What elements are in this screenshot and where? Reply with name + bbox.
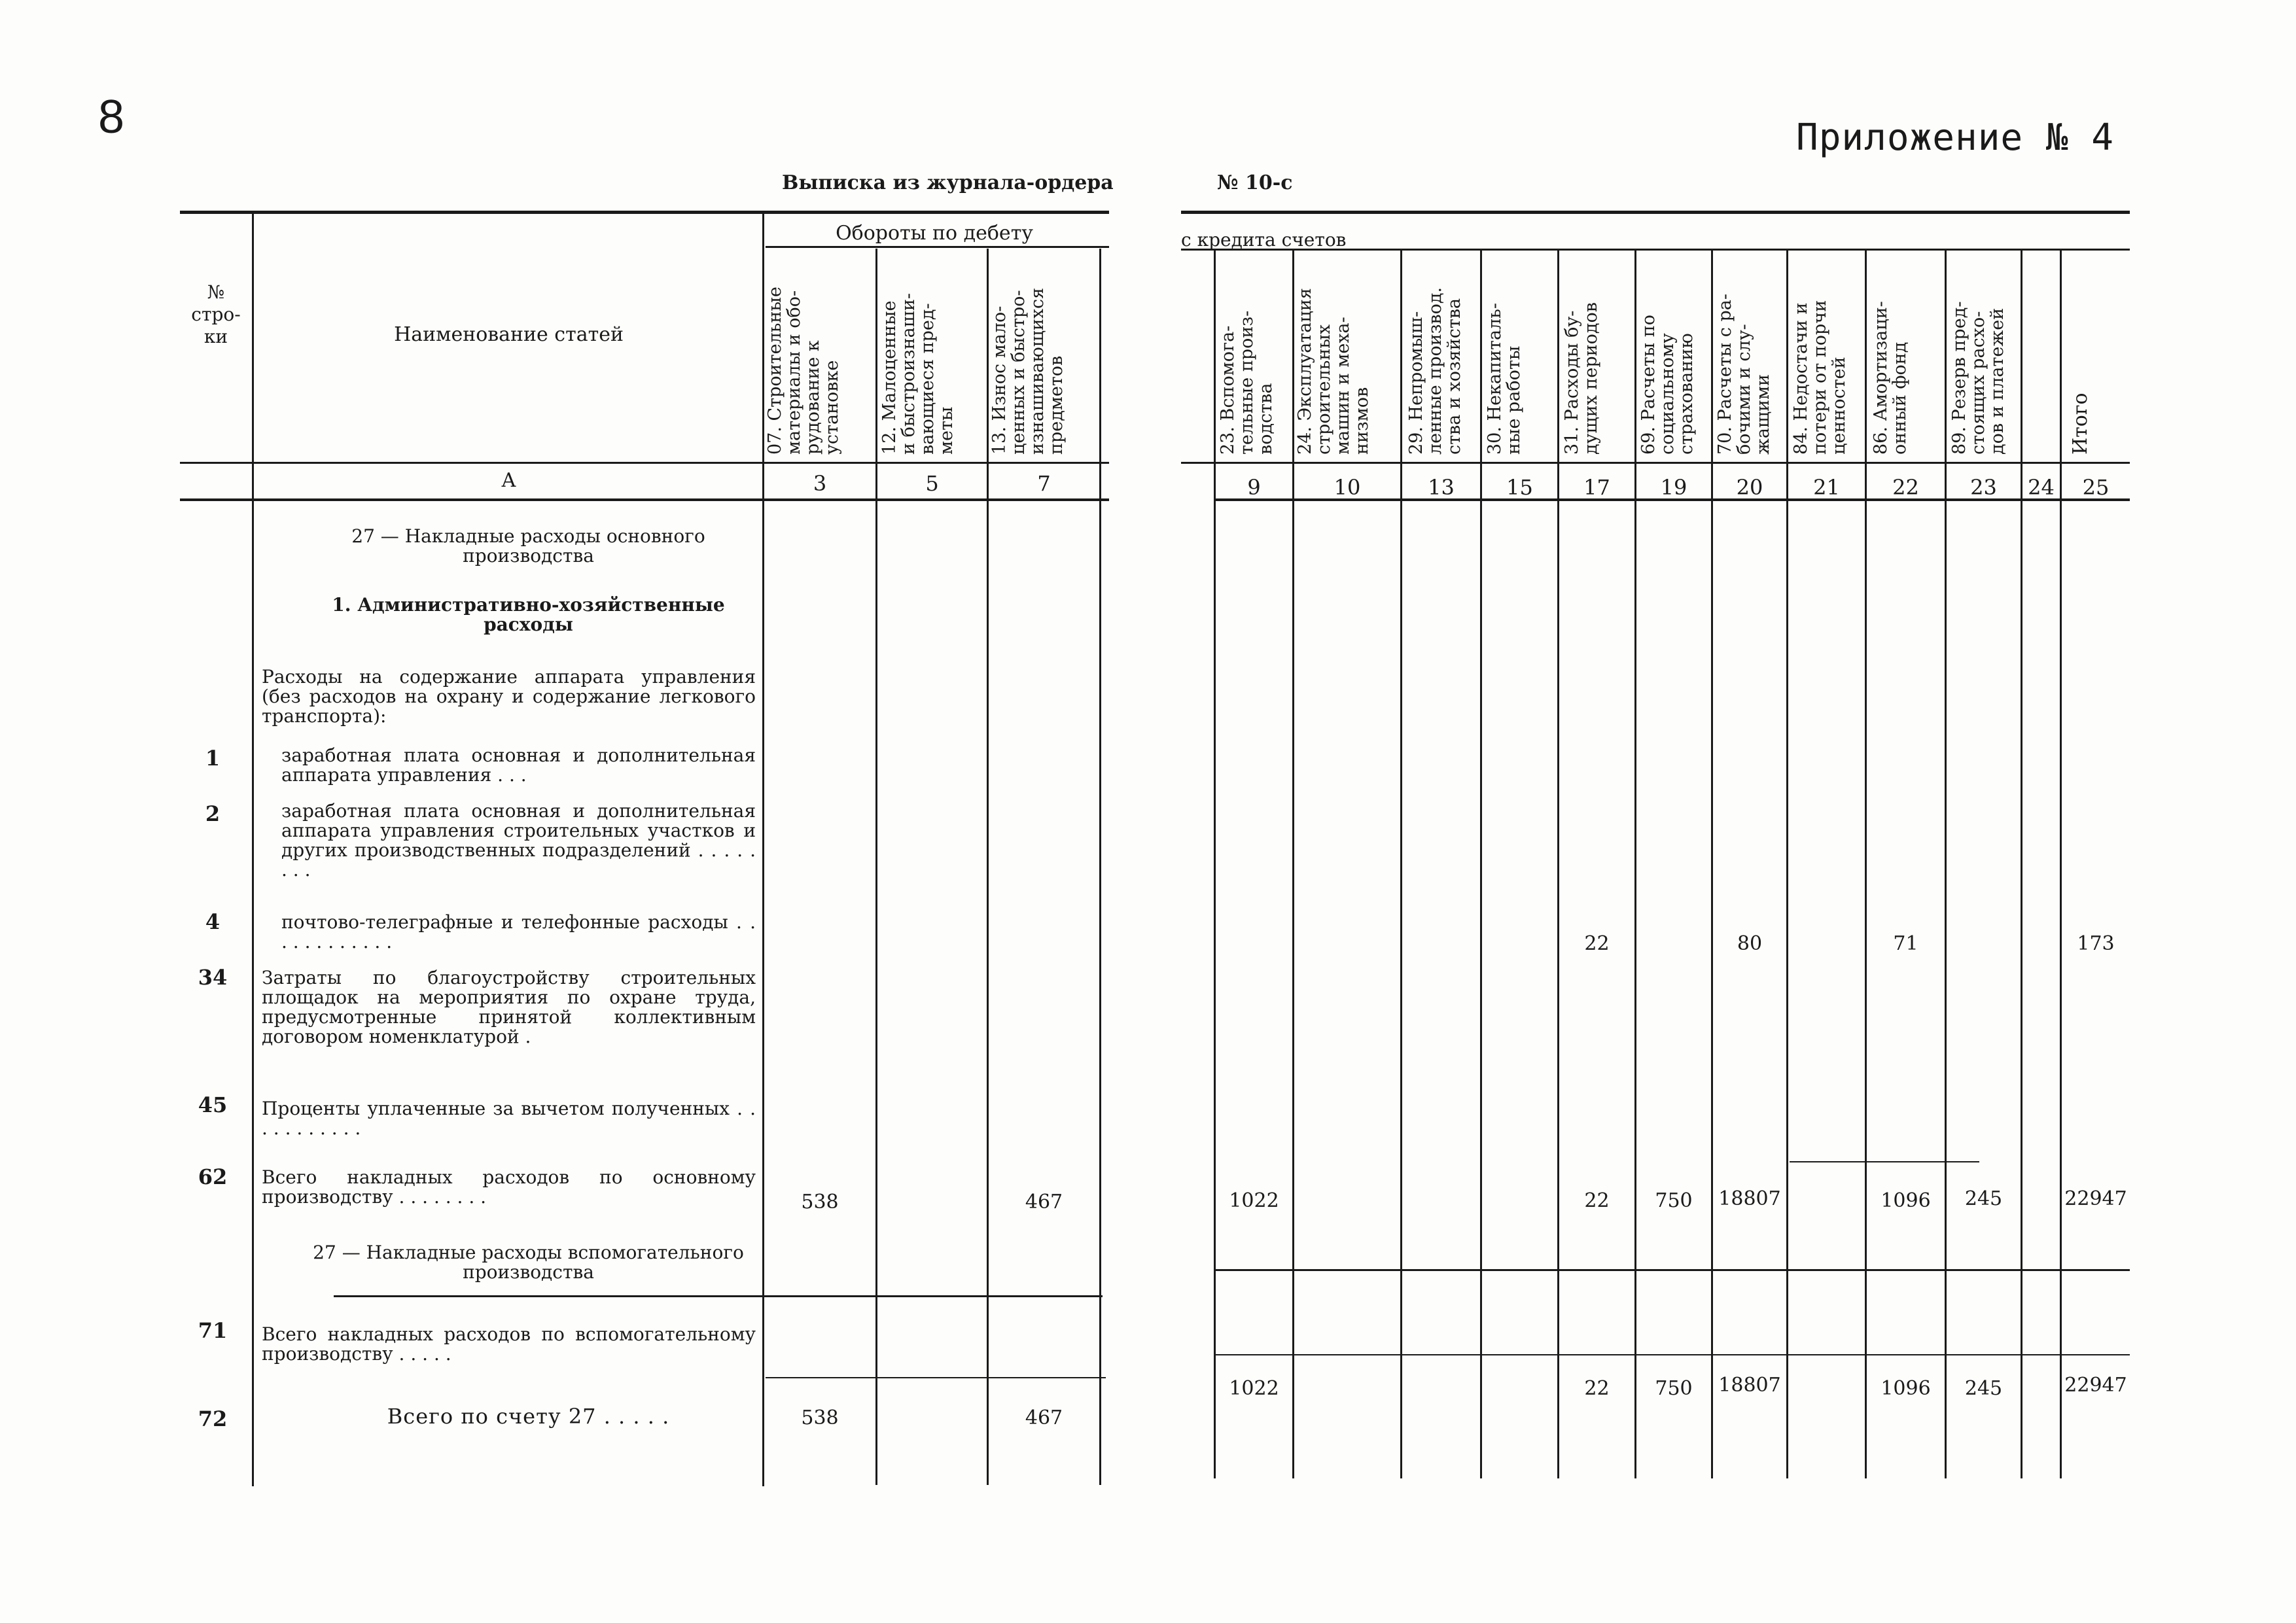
top-rule-right (1181, 211, 2130, 214)
header-rule-right (1181, 462, 2130, 464)
row-45-no: 45 (198, 1092, 228, 1117)
row-72-col20: 18807 (1718, 1374, 1781, 1397)
row-62-col23: 245 (1964, 1187, 2003, 1210)
vline-c24 (2021, 249, 2022, 1478)
row-62-col22: 1096 (1881, 1189, 1931, 1212)
page-number: 8 (98, 91, 125, 143)
row-72-col19: 750 (1655, 1377, 1693, 1400)
aux-rule-right-1 (1214, 1269, 2130, 1271)
row-72-col3: 538 (801, 1406, 839, 1429)
row-4-col22: 71 (1893, 932, 1918, 955)
col-30-header: 30. Некапиталь- ные работы (1485, 302, 1524, 455)
row-72-no: 72 (198, 1406, 228, 1431)
row-34-text: Затраты по благоустройству строительных площадок на мероприятия по охране труда, предусмотренные принятой коллективным договором номенклатурой . (262, 967, 756, 1047)
row-4-text: почтово-телеграфные и телефонные расходы . . . . . . . . . . . . (281, 911, 756, 952)
colnum-7: 7 (1037, 471, 1051, 496)
col-12-header: 12. Малоценные и быстроизнаши- вающиеся пред- меты (879, 293, 957, 455)
row-72-col9: 1022 (1229, 1377, 1279, 1400)
col-31-header: 31. Расходы бу- дущих периодов (1562, 302, 1601, 455)
vline-c25 (2060, 249, 2062, 1478)
row-62-col3: 538 (801, 1191, 839, 1213)
vline-c20 (1711, 249, 1713, 1478)
row-4-no: 4 (205, 909, 221, 934)
colnum-23: 23 (1970, 475, 1997, 500)
vline-c10 (1292, 249, 1294, 1478)
vline-c19 (1634, 249, 1636, 1478)
short-rule (1790, 1161, 1979, 1162)
header-row-no: № стро- ки (191, 281, 241, 347)
debit-rule (766, 246, 1109, 248)
row-71-text: Всего накладных расходов по вспомогательному производству . . . . . (262, 1323, 756, 1365)
vline-c5 (987, 249, 989, 1485)
aux-rule-left-2 (766, 1377, 1106, 1378)
col-69-header: 69. Расчеты по социальному страхованию (1638, 315, 1697, 455)
vline-rowno (252, 211, 254, 1486)
row-62-text: Всего накладных расходов по основному производству . . . . . . . . (262, 1166, 756, 1208)
header-items: Наименование статей (394, 323, 624, 346)
row-62-col19: 750 (1655, 1189, 1693, 1212)
colnum-15: 15 (1506, 475, 1533, 500)
colnum-9: 9 (1247, 475, 1261, 500)
colnum-10: 10 (1333, 475, 1361, 500)
colnum-21: 21 (1813, 475, 1840, 500)
colnum-5: 5 (925, 471, 939, 496)
appendix-title: Приложение № 4 (1796, 116, 2115, 159)
row-71-no: 71 (198, 1318, 228, 1343)
row-72-col7: 467 (1025, 1406, 1063, 1429)
section-27-aux: 27 — Накладные расходы вспомогательного производства (313, 1242, 744, 1283)
col-29-header: 29. Непромыш- ленные производ. ства и хозяйства (1406, 287, 1464, 455)
col-07-header: 07. Строительные материалы и обо- рудование к установке (765, 287, 842, 455)
header-credit: с кредита счетов (1181, 229, 1347, 251)
vline-c23 (1945, 249, 1947, 1478)
row-4-col20: 80 (1737, 932, 1763, 955)
row-62-col7: 467 (1025, 1191, 1063, 1213)
header-debit: Обороты по дебету (836, 222, 1033, 245)
colnum-22: 22 (1892, 475, 1919, 500)
col-13-header: 13. Износ мало- ценных и быстро- изнашивающихся предметов (989, 287, 1067, 455)
row-72-text: Всего по счету 27 . . . . . (387, 1404, 670, 1429)
top-rule-left (180, 211, 1109, 214)
colnum-25: 25 (2082, 475, 2110, 500)
row-62-col9: 1022 (1229, 1189, 1279, 1212)
row-4-col17: 22 (1584, 932, 1610, 955)
col-23-header: 23. Вспомога- тельные произ- водства (1218, 310, 1276, 455)
colnum-19: 19 (1660, 475, 1687, 500)
section-1-admin: 1. Административно-хозяйственные расходы (332, 594, 725, 635)
vline-c22 (1865, 249, 1867, 1478)
header-letter-a: А (501, 469, 516, 492)
row-2-no: 2 (205, 801, 221, 826)
journal-number: № 10-с (1217, 171, 1293, 194)
section-maintenance: Расходы на содержание аппарата управления (без расходов на охрану и содержание легкового транспорта): (262, 666, 756, 727)
col-89-header: 89. Резерв пред- стоящих расхо- дов и платежей (1949, 301, 2007, 455)
row-34-no: 34 (198, 965, 228, 990)
vline-c9 (1214, 249, 1216, 1478)
colnum-20: 20 (1736, 475, 1763, 500)
vline-c17 (1557, 249, 1559, 1478)
vline-a (762, 211, 764, 1486)
colnum-13: 13 (1428, 475, 1455, 500)
row-45-text: Проценты уплаченные за вычетом полученных . . . . . . . . . . . (262, 1098, 756, 1139)
col-86-header: 86. Амортизаци- онный фонд (1871, 301, 1910, 455)
header-rule-left (180, 462, 1109, 464)
col-84-header: 84. Недостачи и потери от порчи ценностей (1791, 300, 1849, 455)
row-72-col22: 1096 (1881, 1377, 1931, 1400)
vline-c13 (1400, 249, 1402, 1478)
col-24-header: 24. Эксплуатация строительных машин и меха- низмов (1295, 288, 1372, 455)
row-4-col25: 173 (2077, 932, 2115, 955)
vline-c15 (1480, 249, 1482, 1478)
vline-c3 (875, 249, 877, 1485)
row-62-col20: 18807 (1718, 1187, 1781, 1210)
row-62-col17: 22 (1584, 1189, 1610, 1212)
vline-c21 (1786, 249, 1788, 1478)
colnum-17: 17 (1583, 475, 1610, 500)
row-1-text: заработная плата основная и дополнительная аппарата управления . . . (281, 744, 756, 786)
row-72-col17: 22 (1584, 1377, 1610, 1400)
col-70-header: 70. Расчеты с ра- бочими и слу- жащими (1715, 294, 1773, 455)
vline-c7 (1099, 249, 1101, 1485)
journal-caption: Выписка из журнала-ордера (782, 171, 1114, 194)
row-72-col23: 245 (1964, 1377, 2003, 1400)
colnum-24: 24 (2028, 475, 2055, 500)
row-62-col25: 22947 (2064, 1187, 2127, 1210)
colnum-3: 3 (813, 471, 827, 496)
section-27-main: 27 — Накладные расходы основного производства (351, 525, 705, 567)
row-62-no: 62 (198, 1164, 228, 1189)
colnum-rule-left (180, 498, 1109, 501)
aux-rule-right-2 (1214, 1354, 2130, 1355)
row-2-text: заработная плата основная и дополнительная аппарата управления строительных участков и других производственных подразделений . . . . . . . . (281, 800, 756, 881)
row-1-no: 1 (205, 746, 221, 771)
row-72-col25: 22947 (2064, 1374, 2127, 1397)
col-total-header: Итого (2069, 393, 2092, 455)
